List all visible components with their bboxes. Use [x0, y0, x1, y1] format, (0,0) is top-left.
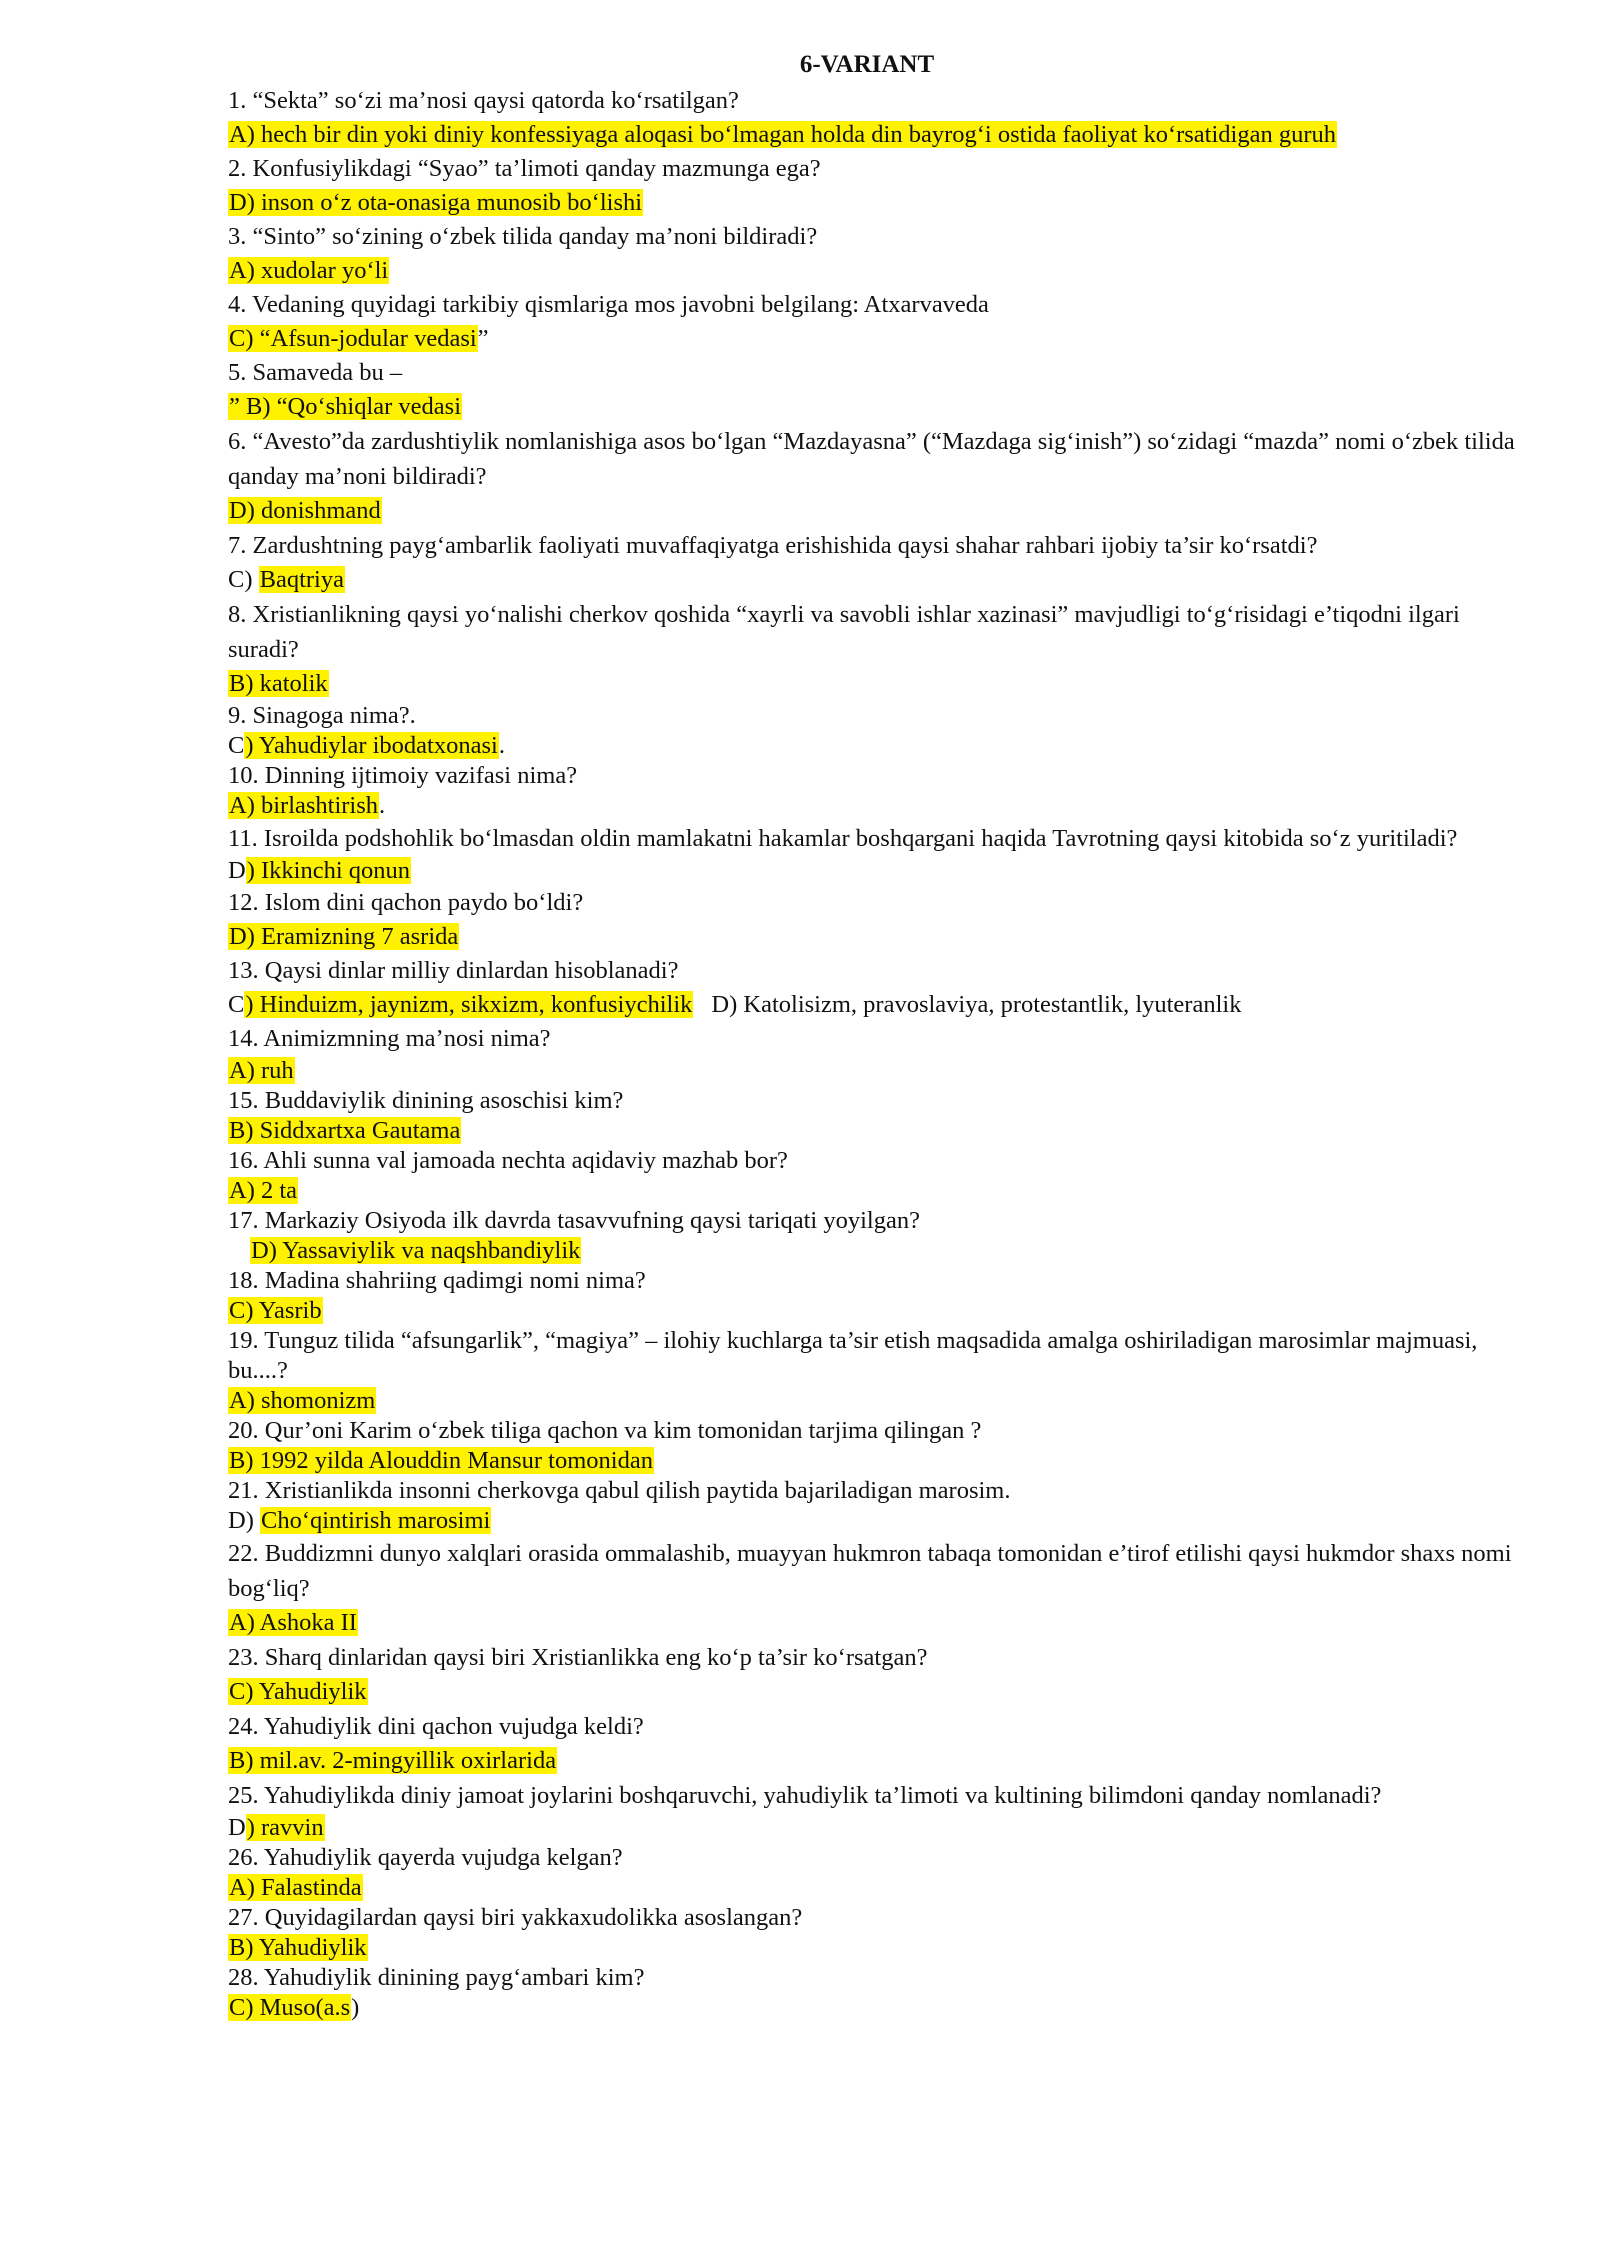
question-text: 14. Animizmning ma’nosi nima? [228, 1025, 551, 1052]
highlighted-answer: C) Yasrib [229, 1297, 322, 1324]
answer-line [228, 1116, 1518, 1146]
highlighted-answer: C) “Afsun-jodular vedasi [229, 325, 477, 352]
answer-prefix: D [228, 857, 246, 884]
highlighted-answer: B) 1992 yilda Alouddin Mansur tomonidan [229, 1447, 653, 1474]
highlighted-answer: D) Eramizning 7 asrida [229, 923, 459, 950]
answer-line [228, 1176, 1518, 1206]
answer-prefix: D) [228, 1507, 260, 1534]
answer-line [228, 1236, 1518, 1266]
question-text: 2. Konfusiylikdagi “Syao” ta’limoti qanday mazmunga ega? [228, 155, 821, 182]
answer-line [228, 920, 1518, 954]
highlighted-answer: A) shomonizm [229, 1387, 376, 1414]
answer-line [228, 563, 1518, 597]
highlighted-answer: B) katolik [229, 670, 328, 697]
question-text: 17. Markaziy Osiyoda ilk davrda tasavvufning qaysi tariqati yoyilgan? [228, 1207, 920, 1234]
highlighted-answer: ) Ikkinchi qonun [246, 857, 411, 884]
answer-suffix: ” [477, 325, 489, 352]
highlighted-answer: A) hech bir din yoki diniy konfessiyaga aloqasi bo‘lmagan holda din bayrog‘i ostida faoliyat ko‘rsatidigan guruh [229, 121, 1337, 148]
answer-line [228, 186, 1518, 220]
question-text: 20. Qur’oni Karim o‘zbek tiliga qachon va kim tomonidan tarjima qilingan ? [228, 1417, 982, 1444]
highlighted-answer: ) Yahudiylar ibodatxonasi [245, 732, 498, 759]
answer-line [228, 1506, 1518, 1536]
highlighted-answer: B) Siddxartxa Gautama [229, 1117, 461, 1144]
answer-line [228, 1386, 1518, 1416]
question-text: 4. Vedaning quyidagi tarkibiy qismlariga mos javobni belgilang: Atxarvaveda [228, 291, 989, 318]
highlighted-answer: A) Falastinda [229, 1874, 362, 1901]
highlighted-answer: ” B) “Qo‘shiqlar vedasi [229, 393, 461, 420]
highlighted-answer: A) ruh [229, 1057, 294, 1084]
question-text: 19. Tunguz tilida “afsungarlik”, “magiya” – ilohiy kuchlarga ta’sir etish maqsadida amalga oshiriladigan marosimlar majmuasi, bu....? [228, 1327, 1478, 1384]
question-text: 22. Buddizmni dunyo xalqlari orasida ommalashib, muayyan hukmron tabaqa tomonidan e’tirof etilishi qaysi hukmdor shaxs nomi bog‘liq? [228, 1540, 1512, 1602]
highlighted-answer: B) mil.av. 2-mingyillik oxirlarida [229, 1747, 557, 1774]
highlighted-answer: D) inson o‘z ota-onasiga munosib bo‘lishi [229, 189, 643, 216]
question-text: 7. Zardushtning payg‘ambarlik faoliyati muvaffaqiyatga erishishida qaysi shahar rahbari ijobiy ta’sir ko‘rsatdi? [228, 532, 1318, 559]
highlighted-answer: A) 2 ta [229, 1177, 298, 1204]
highlighted-answer: A) xudolar yo‘li [229, 257, 389, 284]
answer-suffix: . [498, 732, 505, 759]
question-list [228, 84, 1518, 2023]
highlighted-answer: ) ravvin [246, 1814, 324, 1841]
highlighted-answer: C) Muso(a.s [229, 1994, 351, 2021]
question-text: 15. Buddaviylik dinining asoschisi kim? [228, 1087, 624, 1114]
answer-prefix: C [228, 732, 245, 759]
answer-line [228, 791, 1518, 821]
question-text: 26. Yahudiylik qayerda vujudga kelgan? [228, 1844, 623, 1871]
answer-prefix: D [228, 1814, 246, 1841]
answer-line [228, 1993, 1518, 2023]
highlighted-answer: Cho‘qintirish marosimi [260, 1507, 491, 1534]
answer-prefix: C [228, 991, 245, 1018]
question-text: 25. Yahudiylikda diniy jamoat joylarini boshqaruvchi, yahudiylik ta’limoti va kultining bilimdoni qanday nomlanadi? [228, 1782, 1382, 1809]
answer-line [228, 856, 1518, 886]
highlighted-answer: A) Ashoka II [229, 1609, 357, 1636]
question-text: 1. “Sekta” so‘zi ma’nosi qaysi qatorda ko‘rsatilgan? [228, 87, 739, 114]
question-text: 23. Sharq dinlaridan qaysi biri Xristianlikka eng ko‘p ta’sir ko‘rsatgan? [228, 1644, 928, 1671]
question-text: 18. Madina shahriing qadimgi nomi nima? [228, 1267, 646, 1294]
highlighted-answer: A) birlashtirish [229, 792, 379, 819]
answer-line [228, 731, 1518, 761]
answer-line [228, 390, 1518, 424]
question-text: 6. “Avesto”da zardushtiylik nomlanishiga asos bo‘lgan “Mazdayasna” (“Mazdaga sig‘inish”) so‘zidagi “mazda” nomi o‘zbek tilida qanday ma’noni bildiradi? [228, 428, 1515, 490]
question-text: 11. Isroilda podshohlik bo‘lmasdan oldin mamlakatni hakamlar boshqargani haqida Tavrotning qaysi kitobida so‘z yuritiladi? [228, 825, 1458, 852]
question-text: 27. Quyidagilardan qaysi biri yakkaxudolikka asoslangan? [228, 1904, 803, 1931]
highlighted-answer: D) Yassaviylik va naqshbandiylik [251, 1237, 581, 1264]
question-text: 9. Sinagoga nima?. [228, 702, 416, 729]
answer-line [228, 1873, 1518, 1903]
question-text: 28. Yahudiylik dinining payg‘ambari kim? [228, 1964, 645, 1991]
answer-line [228, 667, 1518, 701]
question-text: 16. Ahli sunna val jamoada nechta aqidaviy mazhab bor? [228, 1147, 788, 1174]
answer-line [228, 988, 1518, 1022]
answer-line [228, 1744, 1518, 1778]
answer-line [228, 1446, 1518, 1476]
question-text: 12. Islom dini qachon paydo bo‘ldi? [228, 889, 584, 916]
highlighted-answer: Baqtriya [259, 566, 344, 593]
answer-line [228, 254, 1518, 288]
question-text: 10. Dinning ijtimoiy vazifasi nima? [228, 762, 578, 789]
answer-line [228, 118, 1518, 152]
answer-line [228, 1606, 1518, 1640]
answer-line [228, 1813, 1518, 1843]
highlighted-answer: ) Hinduizm, jaynizm, sikxizm, konfusiychilik [245, 991, 693, 1018]
question-text: 3. “Sinto” so‘zining o‘zbek tilida qanday ma’noni bildiradi? [228, 223, 818, 250]
answer-suffix: ) [351, 1994, 360, 2021]
answer-line [228, 1675, 1518, 1709]
answer-prefix: C) [228, 566, 259, 593]
answer-line [228, 1056, 1518, 1086]
other-option: D) Katolisizm, pravoslaviya, protestantlik, lyuteranlik [711, 991, 1242, 1018]
page-title: 6-VARIANT [799, 51, 935, 78]
answer-line [228, 1296, 1518, 1326]
question-text: 24. Yahudiylik dini qachon vujudga keldi? [228, 1713, 644, 1740]
question-text: 5. Samaveda bu – [228, 359, 403, 386]
answer-suffix: . [379, 792, 386, 819]
question-text: 8. Xristianlikning qaysi yo‘nalishi cherkov qoshida “xayrli va savobli ishlar xazinasi” mavjudligi to‘g‘risidagi e’tiqodni ilgari suradi? [228, 601, 1460, 663]
question-text: 21. Xristianlikda insonni cherkovga qabul qilish paytida bajariladigan marosim. [228, 1477, 1011, 1504]
answer-line [228, 1933, 1518, 1963]
highlighted-answer: D) donishmand [229, 497, 381, 524]
answer-line [228, 322, 1518, 356]
highlighted-answer: B) Yahudiylik [229, 1934, 367, 1961]
question-text: 13. Qaysi dinlar milliy dinlardan hisoblanadi? [228, 957, 679, 984]
highlighted-answer: C) Yahudiylik [229, 1678, 367, 1705]
answer-line [228, 494, 1518, 528]
